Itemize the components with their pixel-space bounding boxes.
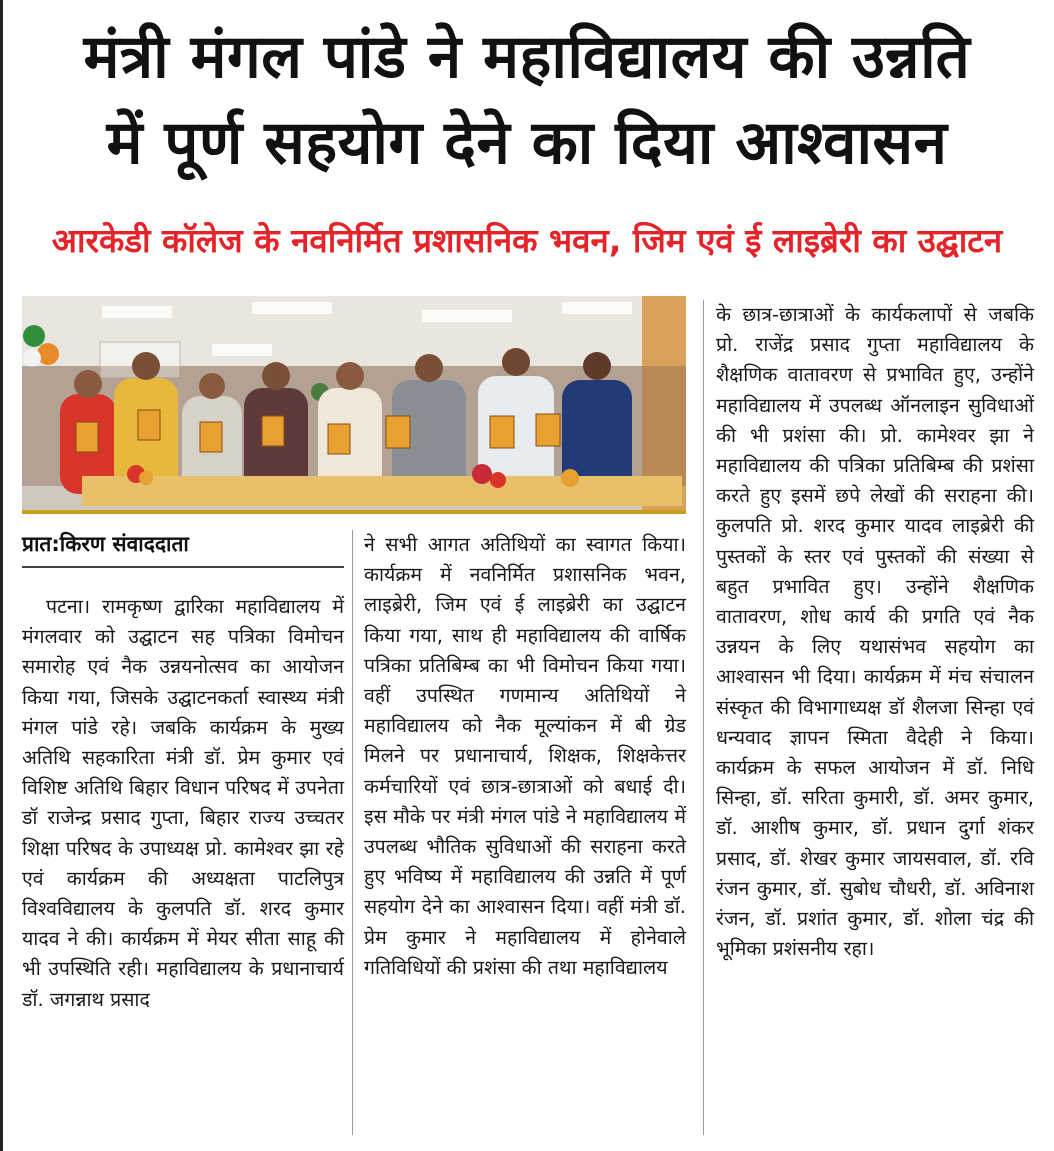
byline: प्रात:किरण संवाददाता: [22, 532, 189, 556]
column-divider-1: [352, 530, 353, 1135]
article-column-2: ने सभी आगत अतिथियों का स्वागत किया। कार्यक्रम में नवनिर्मित प्रशासनिक भवन, लाइब्रेरी, जिम एवं ई लाइब्रेरी का उद्घाटन किया गया, साथ ही महाविद्यालय की वार्षिक पत्रिका प्रतिबिम्ब का भी विमोचन किया गया। वहीं उपस्थित गणमान्य अतिथियों ने महाविद्यालय को नैक मूल्यांकन में बी ग्रेड मिलने पर प्रधानाचार्य, शिक्षक, शिक्षकेत्तर कर्मचारियों एवं छात्र-छात्राओं को बधाई दी। इस मौके पर मंत्री मंगल पांडे ने महाविद्यालय में उपलब्ध भौतिक सुविधाओं की सराहना करते हुए भविष्य में महाविद्यालय की उन्नति में पूर्ण सहयोग देने का आश्वासन दिया। वहीं मंत्री डॉ. प्रेम कुमार ने महाविद्यालय में होनेवाले गतिविधियों की प्रशंसा की तथा महाविद्यालय: [364, 533, 686, 979]
headline: [10, 14, 1044, 186]
subheadline: आरकेडी कॉलेज के नवनिर्मित प्रशासनिक भवन, जिम एवं ई लाइब्रेरी का उद्घाटन: [51, 221, 1003, 260]
page-left-border: [0, 0, 3, 1151]
event-photo: [22, 296, 686, 514]
headline-line-1: मंत्री मंगल पांडे ने महाविद्यालय की उन्नति: [83, 22, 971, 92]
article-column-1: पटना। रामकृष्ण द्वारिका महाविद्यालय में मंगलवार को उद्घाटन सह पत्रिका विमोचन समारोह एवं नैक उन्नयनोत्सव का आयोजन किया गया, जिसके उद्घाटनकर्ता स्वास्थ्य मंत्री मंगल पांडे रहे। जबकि कार्यक्रम के मुख्य अतिथि सहकारिता मंत्री डॉ. प्रेम कुमार एवं विशिष्ट अतिथि बिहार विधान परिषद में उपनेता डॉ राजेन्द्र प्रसाद गुप्ता, बिहार राज्य उच्चतर शिक्षा परिषद के उपाध्यक्ष प्रो. कामेश्वर झा रहे एवं कार्यक्रम की अध्यक्षता पाटलिपुत्र विश्वविद्यालय के कुलपति डॉ. शरद कुमार यादव ने की। कार्यक्रम में मेयर सीता साहू की भी उपस्थिति रही। महाविद्यालय के प्रधानाचार्य डॉ. जगन्नाथ प्रसाद: [22, 595, 344, 1011]
article-column-3: के छात्र-छात्राओं के कार्यकलापों से जबकि प्रो. राजेंद्र प्रसाद गुप्ता महाविद्यालय के शैक्षणिक वातावरण से प्रभावित हुए, उन्होंने महाविद्यालय में उपलब्ध ऑनलाइन सुविधाओं की भी प्रशंसा की। प्रो. कामेश्वर झा ने महाविद्यालय की पत्रिका प्रतिबिम्ब की प्रशंसा करते हुए इसमें छपे लेखों की सराहना की। कुलपति प्रो. शरद कुमार यादव लाइब्रेरी की पुस्तकों के स्तर एवं पुस्तकों की संख्या से बहुत प्रभावित हुए। उन्होंने शैक्षणिक वातावरण, शोध कार्य की प्रगति एवं नैक उन्नयन के लिए यथासंभव सहयोग का आश्वासन भी दिया। कार्यक्रम में मंच संचालन संस्कृत की विभागाध्यक्ष डॉ शैलजा सिन्हा एवं धन्यवाद ज्ञापन स्मिता वैदेही ने किया। कार्यक्रम के सफल आयोजन में डॉ. निधि सिन्हा, डॉ. सरिता कुमारी, डॉ. अमर कुमार, डॉ. आशीष कुमार, डॉ. प्रधान दुर्गा शंकर प्रसाद, डॉ. शेखर कुमार जायसवाल, डॉ. रवि रंजन कुमार, डॉ. सुबोध चौधरी, डॉ. अविनाश रंजन, डॉ. प्रशांत कुमार, डॉ. शोला चंद्र की भूमिका प्रशंसनीय रहा।: [716, 303, 1034, 961]
event-photo-illustration: [22, 296, 686, 510]
byline-divider: [22, 566, 344, 568]
headline-line-2: में पूर्ण सहयोग देने का दिया आश्वासन: [106, 108, 948, 178]
column-divider-2: [703, 300, 704, 1135]
